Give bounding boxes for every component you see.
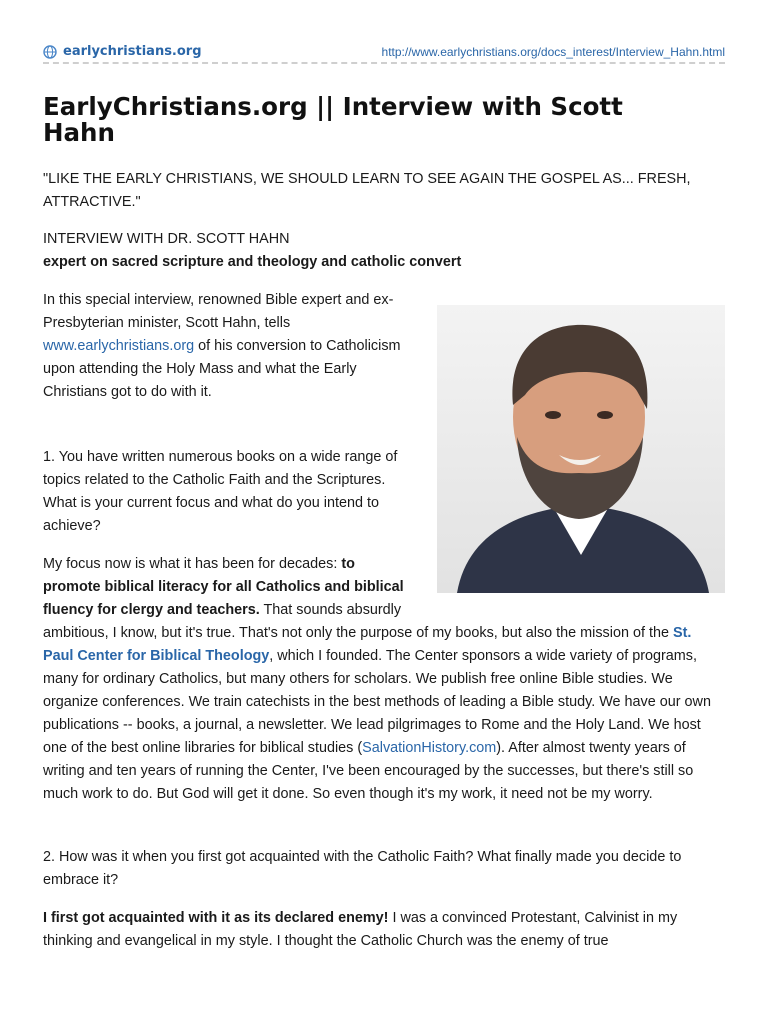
st-paul-center-link[interactable]: St. Paul Center for Biblical Theology: [43, 625, 692, 664]
subheading-line1: INTERVIEW WITH DR. SCOTT HAHN: [43, 231, 290, 247]
page-title: EarlyChristians.org || Interview with Scott Hahn: [43, 92, 623, 147]
page-header: [43, 40, 725, 64]
photo-wrap-spacer: [409, 553, 725, 601]
salvationhistory-link[interactable]: SalvationHistory.com: [362, 740, 497, 756]
answer-2-text: I was a convinced Protestant, Calvinist in my thinking and evangelical in my style. I thought the Catholic Church was the enemy of true: [43, 910, 678, 949]
answer-1: [43, 553, 725, 806]
portrait-illustration: [437, 305, 725, 593]
question-1: 1. You have written numerous books on a wide range of topics related to the Catholic Faith and the Scriptures. What is your current focus and what do you intend to achieve?: [43, 449, 398, 534]
quote-paragraph: "LIKE THE EARLY CHRISTIANS, WE SHOULD LEARN TO SEE AGAIN THE GOSPEL AS... FRESH, ATTRACTIVE.": [43, 171, 691, 210]
answer-2-bold: I first got acquainted with it as its declared enemy!: [43, 910, 389, 926]
scott-hahn-photo: [437, 305, 725, 593]
intro-text: In this special interview, renowned Bible expert and ex-Presbyterian minister, Scott Hahn, tells: [43, 292, 394, 331]
site-brand[interactable]: [43, 44, 202, 59]
subheading-line2: expert on sacred scripture and theology and catholic convert: [43, 254, 462, 270]
answer-1-text-4: ). After almost twenty years of writing and ten years of running the Center, I've been encouraged by the successes, but there's still so much work to do. But God will get it done. So even though it's my work, it need not be my worry.: [43, 740, 694, 802]
site-name: earlychristians.org: [63, 44, 202, 59]
answer-1-bold: to promote biblical literacy for all Catholics and biblical fluency for clergy and teachers.: [43, 556, 404, 618]
answer-1-text: My focus now is what it has been for decades:: [43, 556, 342, 572]
subheading: [43, 228, 725, 274]
answer-1-text-3: , which I founded. The Center sponsors a wide variety of programs, many for ordinary Catholics, but many others for scholars. We publish free online Bible studies. We organize conferences. We train catechists in the best methods of leading a Bible study. We have our own publications -- books, a journal, a newsletter. We lead pilgrimages to Rome and the Holy Land. We host one of the best online libraries for biblical studies (: [43, 648, 711, 756]
page-url-link[interactable]: http://www.earlychristians.org/docs_interest/Interview_Hahn.html: [381, 45, 725, 59]
intro-paragraph: [43, 289, 413, 404]
intro-text-end: of his conversion to Catholicism upon attending the Holy Mass and what the Early Christians got to do with it.: [43, 338, 401, 400]
question-2: 2. How was it when you first got acquainted with the Catholic Faith? What finally made you decide to embrace it?: [43, 849, 682, 888]
globe-icon: [43, 45, 57, 59]
answer-1-text-2: That sounds absurdly ambitious, I know, but it's true. That's not only the purpose of my books, but also the mission of the: [43, 602, 673, 641]
answer-2: [43, 907, 725, 953]
earlychristians-link[interactable]: www.earlychristians.org: [43, 338, 195, 354]
